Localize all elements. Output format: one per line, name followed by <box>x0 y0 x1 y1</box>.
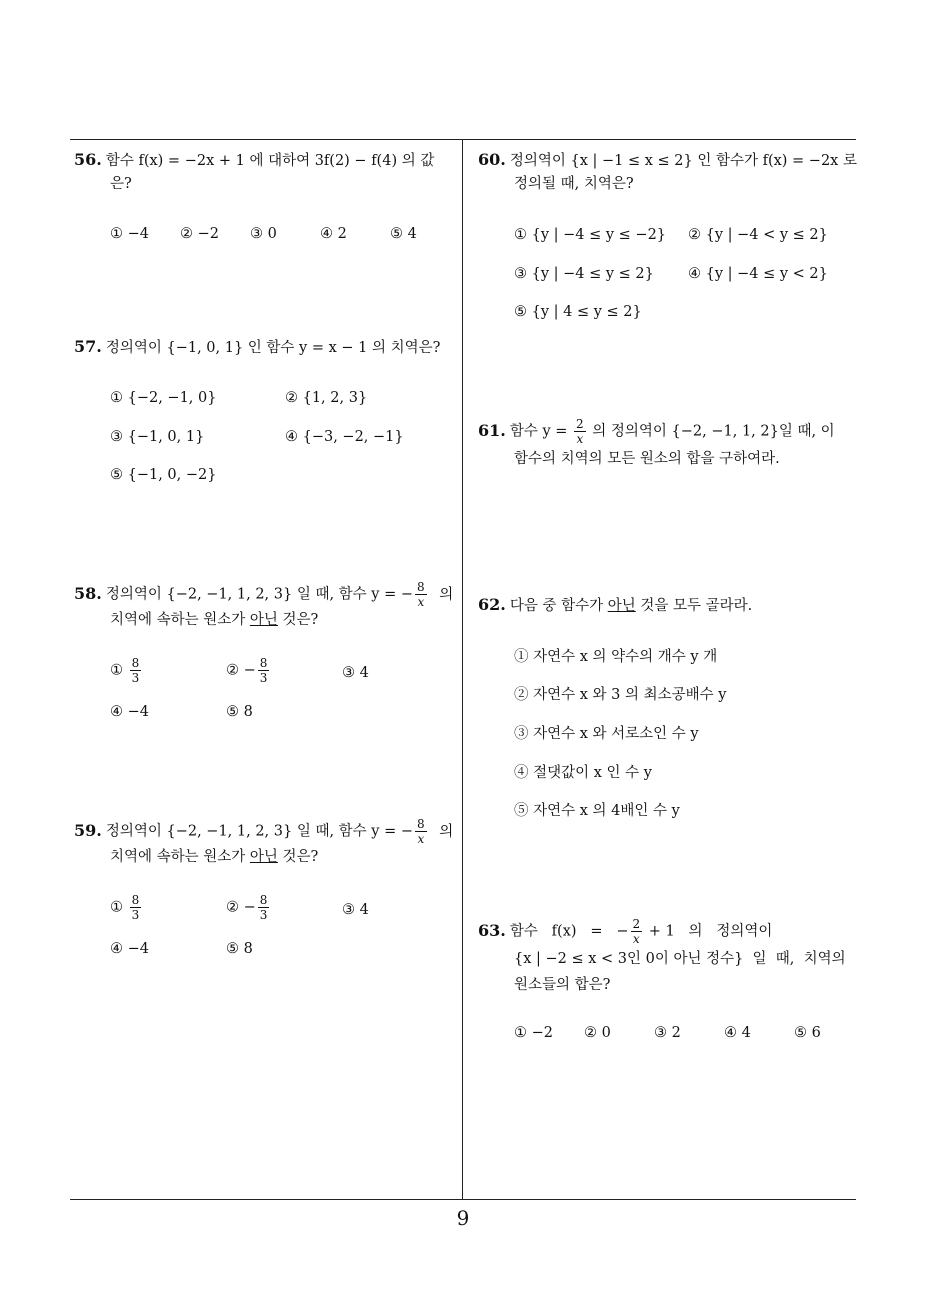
option-3[interactable]: ③ 2 <box>654 1025 681 1041</box>
option-4[interactable]: ④ −4 <box>110 941 149 957</box>
option-1[interactable]: ① $\frac{8}{3}$ <box>110 656 140 685</box>
option-5[interactable]: ⑤ 자연수 x 의 4배인 수 y <box>514 803 680 819</box>
stem-line-1: 정의역이 {−1, 0, 1} 인 함수 y = x − 1 의 치역은? <box>105 340 441 356</box>
option-2[interactable]: ② −2 <box>180 226 219 242</box>
stem-line-1b: 의 <box>439 586 454 603</box>
option-5[interactable]: ⑤ 6 <box>794 1025 821 1041</box>
option-4[interactable]: ④ {y | −4 ≤ y < 2} <box>688 266 828 282</box>
option-1[interactable]: ① −4 <box>110 226 149 242</box>
option-2[interactable]: ② 자연수 x 와 3 의 최소공배수 y <box>514 687 727 703</box>
option-3[interactable]: ③ {−1, 0, 1} <box>110 429 205 445</box>
option-3[interactable]: ③ 4 <box>342 902 369 918</box>
underlined-word: 아닌 <box>607 598 636 614</box>
option-4[interactable]: ④ 2 <box>320 226 347 242</box>
underlined-word: 아닌 <box>249 612 278 628</box>
option-1[interactable]: ① $\frac{8}{3}$ <box>110 893 140 922</box>
question-stem <box>74 817 453 846</box>
option-2[interactable]: ② {1, 2, 3} <box>285 390 368 406</box>
question-number: 59. <box>74 820 102 840</box>
underlined-word: 아닌 <box>249 849 278 865</box>
top-rule <box>70 139 856 140</box>
question-61 <box>478 417 860 477</box>
option-1[interactable]: ① {−2, −1, 0} <box>110 390 217 406</box>
option-4[interactable]: ④ 4 <box>724 1025 751 1041</box>
question-number: 61. <box>478 420 506 440</box>
stem-line-1a: 정의역이 {−2, −1, 1, 2, 3} 일 때, 함수 y = − <box>105 823 414 840</box>
question-number: 63. <box>478 920 506 940</box>
option-1[interactable]: ① −2 <box>514 1025 553 1041</box>
stem-line-2: {x | −2 ≤ x < 3인 0이 아닌 정수} 일 때, 치역의 <box>514 951 846 967</box>
fraction-2-over-x: $\frac{2}{x}$ <box>576 417 584 446</box>
option-4[interactable]: ④ {−3, −2, −1} <box>285 429 404 445</box>
stem-line-2: 함수의 치역의 모든 원소의 합을 구하여라. <box>514 451 780 467</box>
option-4[interactable]: ④ 절댓값이 x 인 수 y <box>514 765 652 781</box>
fraction-8-over-x: $\frac{8}{x}$ <box>417 817 425 846</box>
stem-line-1b: 의 정의역이 {−2, −1, 1, 2}일 때, 이 <box>592 423 835 440</box>
option-5[interactable]: ⑤ {−1, 0, −2} <box>110 467 217 483</box>
option-3[interactable]: ③ 4 <box>342 665 369 681</box>
stem-line-1: 함수 f(x) = −2x + 1 에 대하여 3f(2) − f(4) 의 값 <box>105 153 435 169</box>
option-5[interactable]: ⑤ 8 <box>226 704 253 720</box>
bottom-rule <box>70 1199 856 1200</box>
option-5[interactable]: ⑤ 4 <box>390 226 417 242</box>
stem-line-1b: 의 <box>439 823 454 840</box>
option-2[interactable]: ② − $\frac{8}{3}$ <box>226 656 268 685</box>
stem-line-1: 정의역이 {x | −1 ≤ x ≤ 2} 인 함수가 f(x) = −2x 로 <box>509 153 857 169</box>
question-stem <box>74 334 440 361</box>
question-stem <box>478 417 835 446</box>
question-58 <box>74 580 459 730</box>
stem-line-2: 정의될 때, 치역은? <box>514 176 634 192</box>
option-3[interactable]: ③ 0 <box>250 226 277 242</box>
stem-line-1a: 함수 f(x) = − <box>509 923 629 940</box>
stem-line-3: 원소들의 합은? <box>514 977 611 993</box>
question-60 <box>478 147 860 327</box>
question-number: 56. <box>74 150 102 169</box>
question-59 <box>74 817 459 967</box>
question-number: 57. <box>74 337 102 356</box>
question-57 <box>74 334 459 494</box>
option-2[interactable]: ② − $\frac{8}{3}$ <box>226 893 268 922</box>
stem-line-2: 치역에 속하는 원소가 아닌 것은? <box>110 849 319 865</box>
question-stem <box>478 917 772 946</box>
option-1[interactable]: ① 자연수 x 의 약수의 개수 y 개 <box>514 649 718 665</box>
question-stem <box>478 147 857 174</box>
option-2[interactable]: ② 0 <box>584 1025 611 1041</box>
option-3[interactable]: ③ {y | −4 ≤ y ≤ 2} <box>514 266 654 282</box>
question-63 <box>478 917 860 1057</box>
option-2[interactable]: ② {y | −4 < y ≤ 2} <box>688 227 828 243</box>
question-56 <box>74 147 459 257</box>
stem-line-2: 치역에 속하는 원소가 아닌 것은? <box>110 612 319 628</box>
question-number: 62. <box>478 595 506 614</box>
column-divider <box>462 139 463 1200</box>
stem-line-1b: + 1 의 정의역이 <box>648 923 773 940</box>
fraction-2-over-x: $\frac{2}{x}$ <box>632 917 641 946</box>
page-number: 9 <box>456 1206 470 1230</box>
option-5[interactable]: ⑤ {y | 4 ≤ y ≤ 2} <box>514 304 642 320</box>
fraction-8-over-x: $\frac{8}{x}$ <box>417 580 425 609</box>
option-3[interactable]: ③ 자연수 x 와 서로소인 수 y <box>514 726 699 742</box>
option-5[interactable]: ⑤ 8 <box>226 941 253 957</box>
question-number: 60. <box>478 150 506 169</box>
question-stem: 62. 다음 중 함수가 아닌 것을 모두 골라라. <box>478 595 753 614</box>
question-number: 58. <box>74 583 102 603</box>
option-4[interactable]: ④ −4 <box>110 704 149 720</box>
option-1[interactable]: ① {y | −4 ≤ y ≤ −2} <box>514 227 667 243</box>
stem-line-1a: 함수 y = <box>509 423 568 440</box>
stem-line-2: 은? <box>110 176 132 192</box>
stem-line-1a: 정의역이 {−2, −1, 1, 2, 3} 일 때, 함수 y = − <box>105 586 414 603</box>
question-stem <box>74 147 434 174</box>
question-stem <box>74 580 453 609</box>
question-62 <box>478 592 860 832</box>
